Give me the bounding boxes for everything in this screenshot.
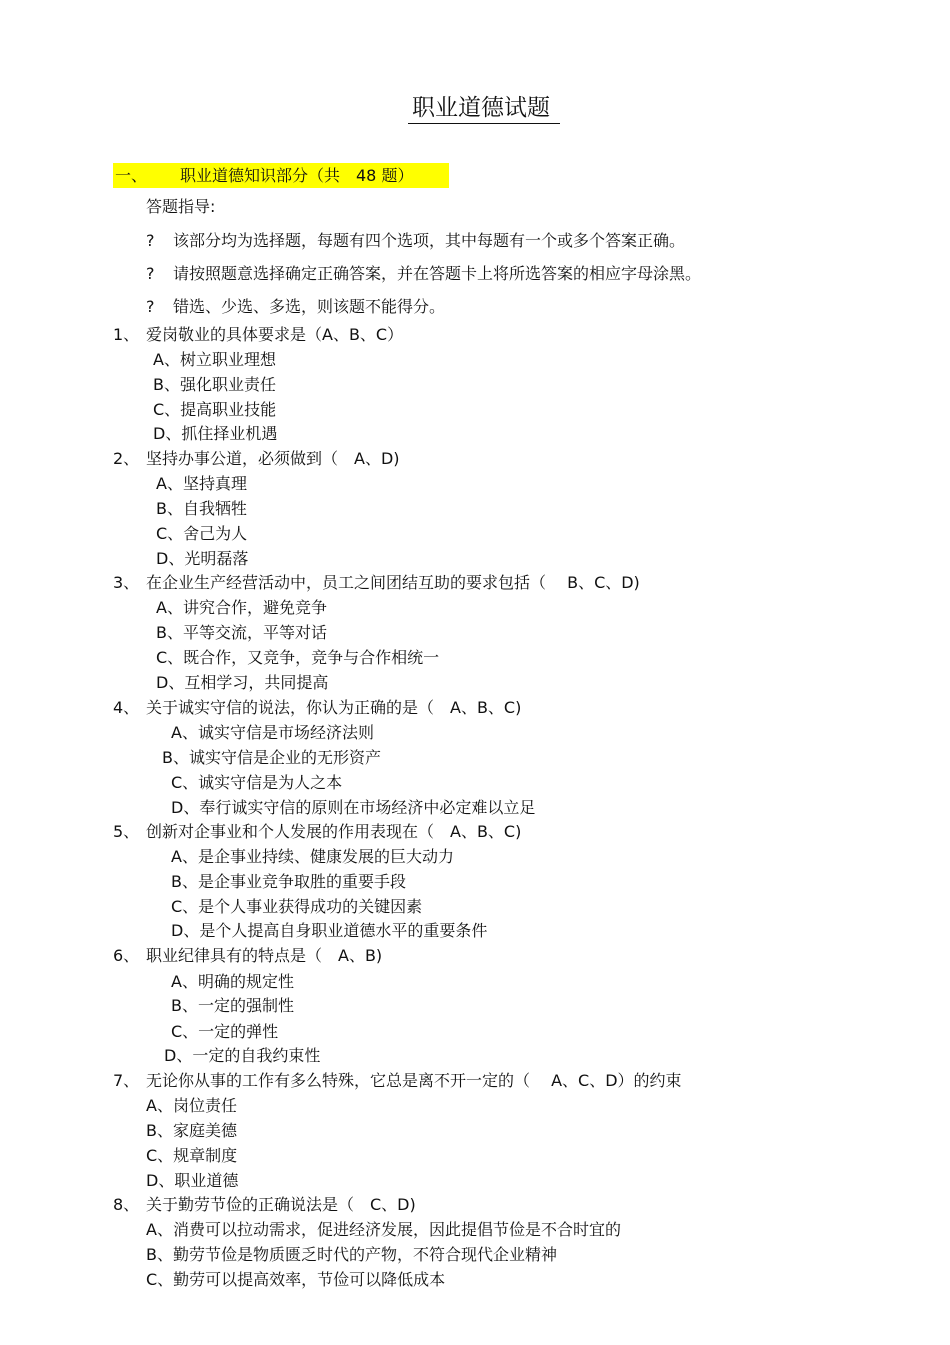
option: B、是企事业竞争取胜的重要手段 [171, 872, 406, 891]
question-number: 1、 [113, 325, 140, 344]
option: C、舍己为人 [156, 524, 248, 543]
option: C、一定的弹性 [171, 1022, 279, 1041]
section-label: 职业道德知识部分（共 48 题） [180, 166, 414, 185]
guide-item-text: 请按照题意选择确定正确答案，并在答题卡上将所选答案的相应字母涂黑。 [173, 264, 702, 283]
option: D、一定的自我约束性 [164, 1046, 321, 1065]
question-text: 创新对企事业和个人发展的作用表现在（ A、B、C) [146, 822, 522, 841]
document-title [0, 93, 950, 124]
question-number: 2、 [113, 449, 140, 468]
option: D、光明磊落 [156, 549, 249, 568]
question-number: 8、 [113, 1195, 140, 1214]
option: D、职业道德 [146, 1171, 239, 1190]
question-number: 3、 [113, 573, 140, 592]
section-heading [113, 163, 449, 188]
option: B、自我牺牲 [156, 499, 247, 518]
option: A、是企事业持续、健康发展的巨大动力 [171, 847, 454, 866]
option: A、讲究合作，避免竞争 [156, 598, 327, 617]
option: D、互相学习，共同提高 [156, 673, 329, 692]
option: C、是个人事业获得成功的关键因素 [171, 897, 423, 916]
option: B、家庭美德 [146, 1121, 237, 1140]
option: C、既合作，又竞争，竞争与合作相统一 [156, 648, 440, 667]
option: D、是个人提高自身职业道德水平的重要条件 [171, 921, 488, 940]
option: C、提高职业技能 [153, 400, 277, 419]
question-number: 7、 [113, 1071, 140, 1090]
option: C、诚实守信是为人之本 [171, 773, 343, 792]
option: A、诚实守信是市场经济法则 [171, 723, 374, 742]
guide-bullet-mark: ? [146, 231, 155, 250]
guide-heading: 答题指导: [146, 197, 216, 216]
option: D、抓住择业机遇 [153, 424, 278, 443]
option: B、强化职业责任 [153, 375, 276, 394]
question-text: 在企业生产经营活动中，员工之间团结互助的要求包括（ B、C、D) [146, 573, 640, 592]
option: C、规章制度 [146, 1146, 238, 1165]
question-number: 5、 [113, 822, 140, 841]
guide-item-text: 错选、少选、多选，则该题不能得分。 [173, 297, 446, 316]
option: B、平等交流，平等对话 [156, 623, 327, 642]
option: A、坚持真理 [156, 474, 247, 493]
question-number: 4、 [113, 698, 140, 717]
question-text: 关于诚实守信的说法，你认为正确的是（ A、B、C) [146, 698, 522, 717]
option: B、一定的强制性 [171, 996, 294, 1015]
option: A、明确的规定性 [171, 972, 294, 991]
option: D、奉行诚实守信的原则在市场经济中必定难以立足 [171, 798, 536, 817]
option: A、消费可以拉动需求，促进经济发展，因此提倡节俭是不合时宜的 [146, 1220, 621, 1239]
question-number: 6、 [113, 946, 140, 965]
question-text: 坚持办事公道，必须做到（ A、D) [146, 449, 400, 468]
option: B、勤劳节俭是物质匮乏时代的产物，不符合现代企业精神 [146, 1245, 557, 1264]
guide-bullet-mark: ? [146, 264, 155, 283]
option: C、勤劳可以提高效率，节俭可以降低成本 [146, 1270, 446, 1289]
section-number: 一、 [115, 166, 148, 185]
question-text: 关于勤劳节俭的正确说法是（ C、D) [146, 1195, 416, 1214]
option: A、树立职业理想 [153, 350, 276, 369]
question-text: 爱岗敬业的具体要求是（A、B、C） [146, 325, 404, 344]
question-text: 职业纪律具有的特点是（ A、B) [146, 946, 383, 965]
guide-item-text: 该部分均为选择题，每题有四个选项，其中每题有一个或多个答案正确。 [173, 231, 686, 250]
question-text: 无论你从事的工作有多么特殊，它总是离不开一定的（ A、C、D）的约束 [146, 1071, 682, 1090]
guide-bullet-mark: ? [146, 297, 155, 316]
option: B、诚实守信是企业的无形资产 [162, 748, 381, 767]
option: A、岗位责任 [146, 1096, 237, 1115]
document-title-text: 职业道德试题 [408, 93, 560, 124]
